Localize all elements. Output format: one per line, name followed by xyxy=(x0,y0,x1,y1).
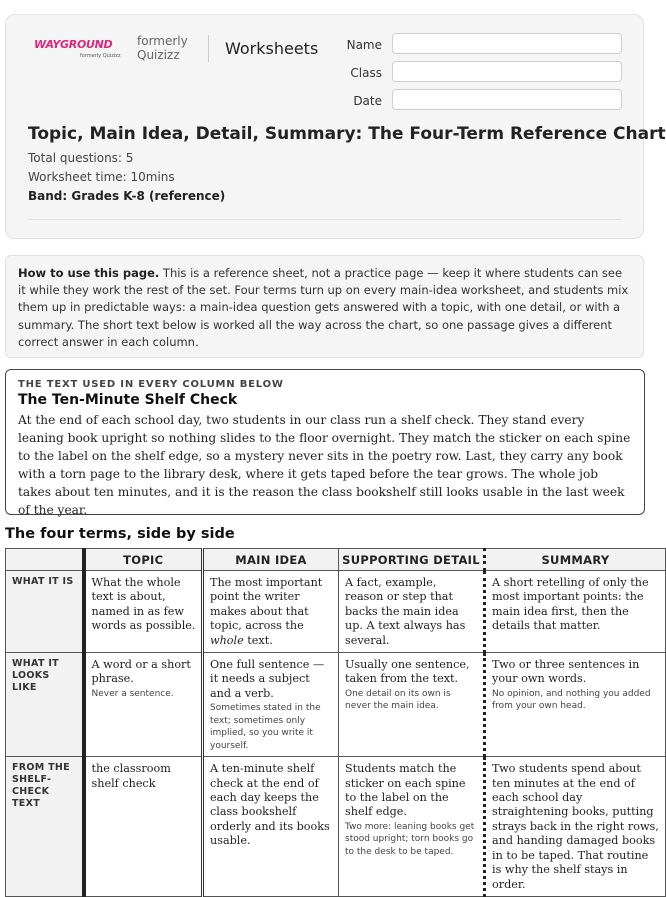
cell-main-idea-definition xyxy=(203,571,339,653)
class-label: Class xyxy=(350,66,382,80)
table-header-row xyxy=(6,549,666,571)
header-divider xyxy=(208,35,209,62)
cell-summary-definition xyxy=(485,571,666,653)
cell-detail-definition xyxy=(339,571,485,653)
cell-text: A ten-minute shelf check at the end of each day keeps the class bookshelf orderly and its books usable. xyxy=(210,762,330,848)
total-questions: Total questions: 5 xyxy=(28,151,134,165)
cell-summary-form xyxy=(485,653,666,757)
worksheet-time: Worksheet time: 10mins xyxy=(28,170,175,184)
row-label-from-text: FROM THE SHELF-CHECK TEXT xyxy=(6,757,84,897)
table-row xyxy=(6,757,666,897)
how-to-use-box xyxy=(5,255,644,358)
logo-wordmark: WAYGROUND xyxy=(34,38,113,51)
formerly-quizizz-label: formerly Quizizz xyxy=(137,34,188,62)
table-row xyxy=(6,653,666,757)
reading-passage-box xyxy=(5,369,645,518)
cell-note: One detail on its own is never the main idea. xyxy=(345,688,451,712)
cell-text: Students match the sticker on each spine to the label on the shelf edge. xyxy=(345,762,466,819)
cell-main-idea-form xyxy=(203,653,339,757)
passage-kicker: THE TEXT USED IN EVERY COLUMN BELOW xyxy=(18,379,284,390)
row-label-what-it-is: WHAT IT IS xyxy=(6,571,84,653)
cell-main-idea-example xyxy=(203,757,339,897)
class-field[interactable] xyxy=(392,61,622,82)
cell-text: One full sentence — it needs a subject and a verb. xyxy=(210,658,325,700)
cell-note: Sometimes stated in the text; sometimes only implied, so you write it yourself. xyxy=(210,703,321,751)
date-label: Date xyxy=(353,94,382,108)
cell-text: Two or three sentences in your own words. xyxy=(492,658,640,686)
grade-band: Band: Grades K-8 (reference) xyxy=(28,189,226,203)
worksheet-title: Topic, Main Idea, Detail, Summary: The Four-Term Reference Chart xyxy=(28,124,666,144)
date-field[interactable] xyxy=(392,89,622,110)
cell-summary-example xyxy=(485,757,666,897)
how-to-use-lead: How to use this page. xyxy=(18,266,160,280)
cell-note: No opinion, and nothing you added from your own head. xyxy=(492,688,651,712)
how-to-use-body: This is a reference sheet, not a practice page — keep it where students can see it while they work the rest of the set. Four terms turn up on every main-idea worksheet, and students mix them up in predictable ways: a main-idea question gets answered with a topic, with one detail, or with a summary. The short text below is worked all the way across the chart, so one passage gives a different correct answer in each column. xyxy=(18,266,629,349)
table-corner-cell xyxy=(6,549,84,571)
passage-body: At the end of each school day, two students in our class run a shelf check. They stand every leaning book upright so nothing slides to the floor overnight. They match the sticker on each spine to the label on the shelf edge, so a mystery never sits in the poetry row. Last, they carry any book with a torn page to the library desk, where it gets taped before the tear grows. The whole job takes about ten minutes, and it is the reason the class bookshelf still looks usable in the last week of the year. xyxy=(18,413,631,518)
passage-title: The Ten-Minute Shelf Check xyxy=(18,392,238,408)
column-header-supporting-detail: SUPPORTING DETAIL xyxy=(339,549,485,571)
cell-topic-form xyxy=(84,653,203,757)
product-name: Worksheets xyxy=(225,39,319,58)
header-rule xyxy=(28,219,622,220)
cell-text: What the whole text is about, named in as few words as possible. xyxy=(91,576,196,633)
cell-note: Never a sentence. xyxy=(91,688,174,699)
table-row xyxy=(6,571,666,653)
wayground-logo xyxy=(34,37,126,77)
cell-text xyxy=(210,576,333,648)
logo-subtext: formerly Quizizz xyxy=(80,53,121,59)
name-field[interactable] xyxy=(392,33,622,54)
cell-text-part: The most important point the writer makes about that topic, across the xyxy=(210,576,323,633)
cell-detail-example xyxy=(339,757,485,897)
cell-topic-example xyxy=(84,757,203,897)
table-section-title: The four terms, side by side xyxy=(5,526,235,542)
cell-text: A word or a short phrase. xyxy=(91,658,191,686)
cell-text: A fact, example, reason or step that backs the main idea up. A text always has several. xyxy=(345,576,466,647)
cell-note: Two more: leaning books get stood upright; torn books go to the desk to be taped. xyxy=(345,821,475,857)
cell-text: A short retelling of only the most important points: the main idea first, then the details that matter. xyxy=(492,576,649,633)
column-header-main-idea: MAIN IDEA xyxy=(203,549,339,571)
column-header-summary: SUMMARY xyxy=(485,549,666,571)
cell-text: Two students spend about ten minutes at the end of each school day straightening books, putting strays back in the right rows, and handing damaged books in to be taped. That routine is why the shelf stays in order. xyxy=(492,762,659,891)
name-label: Name xyxy=(346,38,382,52)
row-label-what-it-looks-like: WHAT IT LOOKS LIKE xyxy=(6,653,84,757)
cell-text: the classroom shelf check xyxy=(91,762,171,790)
cell-detail-form xyxy=(339,653,485,757)
cell-topic-definition xyxy=(84,571,203,653)
four-terms-table xyxy=(5,548,666,897)
cell-text-emphasis: whole xyxy=(210,633,244,647)
cell-text: Usually one sentence, taken from the text. xyxy=(345,658,470,686)
cell-text-part: text. xyxy=(243,633,273,647)
column-header-topic: TOPIC xyxy=(84,549,203,571)
